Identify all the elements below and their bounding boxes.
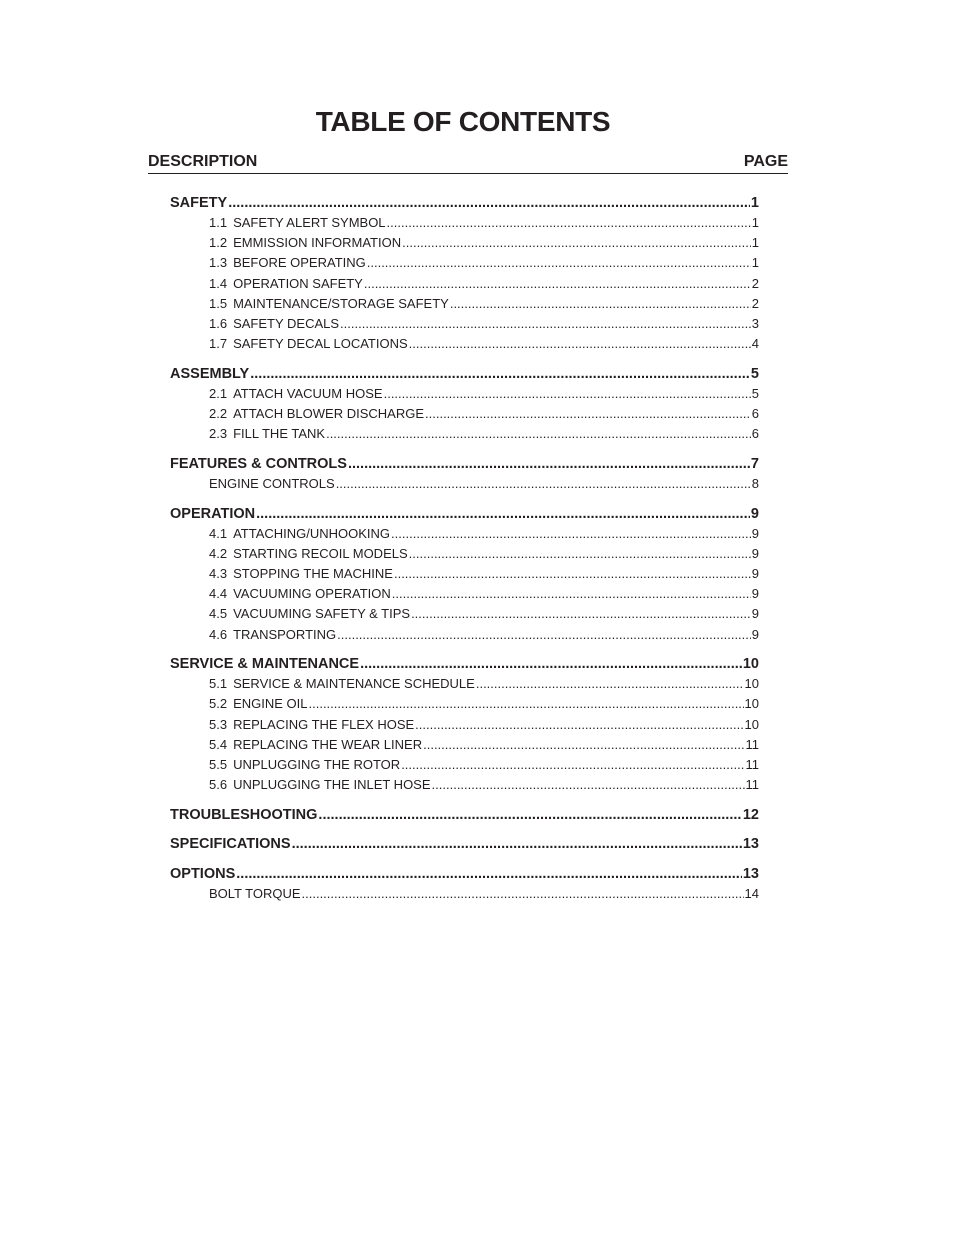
toc-subsection-page: 10: [744, 716, 759, 732]
toc-subsection-page: 5: [751, 385, 759, 401]
toc-subsection-page: 9: [751, 586, 759, 602]
toc-section-title: FEATURES & CONTROLS: [170, 455, 347, 472]
toc-subsection-number: 4.5: [209, 606, 228, 622]
toc-subsection-page: 2: [751, 295, 759, 311]
dot-leader: [336, 474, 751, 494]
toc-subsection-label: REPLACING THE FLEX HOSE: [233, 716, 415, 732]
dot-leader: [394, 564, 751, 584]
toc-subsection-number: 5.5: [209, 756, 228, 772]
toc-subsection-page: 10: [744, 676, 759, 692]
toc-section-entry[interactable]: [170, 193, 759, 213]
toc-subsection-number: 5.1: [209, 676, 228, 692]
toc-subsection-page: 2: [751, 275, 759, 291]
toc-section-title: OPERATION: [170, 505, 256, 522]
toc-subsection-number: 1.6: [209, 315, 228, 331]
toc-subsection-entry[interactable]: [170, 474, 759, 494]
toc-section-entry[interactable]: [170, 864, 759, 884]
toc-section-entry[interactable]: [170, 364, 759, 384]
dot-leader: [425, 404, 751, 424]
toc-subsection-entry[interactable]: [170, 424, 759, 444]
toc-subsection-entry[interactable]: [170, 674, 759, 694]
dot-leader: [432, 775, 745, 795]
toc-subsection-entry[interactable]: [170, 274, 759, 294]
dot-leader: [402, 233, 751, 253]
toc-subsection-label: TRANSPORTING: [233, 626, 337, 642]
toc-section-entry[interactable]: [170, 454, 759, 474]
toc-subsection-page: 1: [751, 215, 759, 230]
dot-leader: [476, 674, 744, 694]
toc-subsection-page: 6: [751, 426, 759, 442]
toc-subsection-label: UNPLUGGING THE INLET HOSE: [233, 777, 431, 793]
toc-subsection-number: 2.2: [209, 406, 228, 421]
toc-subsection-label: EMMISSION INFORMATION: [233, 235, 402, 251]
dot-leader: [256, 504, 750, 524]
dot-leader: [392, 584, 751, 604]
toc-subsection-label: REPLACING THE WEAR LINER: [233, 736, 423, 752]
toc-section-page: 7: [750, 455, 759, 472]
toc-subsection-page: 8: [751, 475, 759, 491]
toc-subsection-label: SERVICE & MAINTENANCE SCHEDULE: [233, 676, 475, 692]
toc-section-page: 1: [750, 195, 759, 211]
toc-subsection-number: 5.6: [209, 777, 228, 793]
toc-subsection-label: ENGINE OIL: [233, 696, 308, 712]
toc-subsection-label: SAFETY ALERT SYMBOL: [233, 215, 386, 230]
dot-leader: [423, 735, 744, 755]
dot-leader: [340, 314, 751, 334]
toc-subsection-page: 11: [745, 736, 759, 752]
toc-subsection-entry[interactable]: [170, 253, 759, 273]
toc-subsection-number: 5.3: [209, 716, 228, 732]
dot-leader: [309, 694, 744, 714]
toc-subsection-entry[interactable]: [170, 314, 759, 334]
toc-subsection-entry[interactable]: [170, 755, 759, 775]
toc-subsection-label: UNPLUGGING THE ROTOR: [233, 756, 401, 772]
toc-subsection-entry[interactable]: [170, 625, 759, 645]
toc-subsection-label: SAFETY DECAL LOCATIONS: [233, 336, 408, 352]
toc-subsection-page: 1: [751, 255, 759, 271]
toc-section-title: SPECIFICATIONS: [170, 836, 291, 853]
toc-subsection-number: 4.2: [209, 545, 228, 561]
toc-subsection-page: 9: [751, 565, 759, 581]
toc-subsection-entry[interactable]: [170, 735, 759, 755]
toc-subsection-number: 1.4: [209, 275, 228, 291]
toc-subsection-number: 1.5: [209, 295, 228, 311]
dot-leader: [360, 654, 742, 674]
toc-subsection-label: ATTACH VACUUM HOSE: [233, 385, 383, 401]
toc-subsection-label: ATTACHING/UNHOOKING: [233, 525, 391, 541]
toc-section-entry[interactable]: [170, 504, 759, 524]
toc-subsection-entry[interactable]: [170, 715, 759, 735]
toc-subsection-entry[interactable]: [170, 334, 759, 354]
toc-subsection-entry[interactable]: [170, 213, 759, 233]
toc-subsection-entry[interactable]: [170, 604, 759, 624]
dot-leader: [318, 805, 741, 825]
dot-leader: [391, 524, 751, 544]
toc-section-page: 13: [742, 836, 759, 853]
dot-leader: [415, 715, 743, 735]
toc-subsection-number: 1.1: [209, 215, 228, 230]
toc-section-title: TROUBLESHOOTING: [170, 806, 318, 823]
toc-section-entry[interactable]: [170, 654, 759, 674]
column-header: [148, 153, 788, 174]
dot-leader: [450, 294, 751, 314]
toc-subsection-label: VACUUMING OPERATION: [233, 586, 391, 602]
toc-subsection-page: 9: [751, 606, 759, 622]
toc-subsection-entry[interactable]: [170, 404, 759, 424]
toc-subsection-page: 3: [751, 315, 759, 331]
toc-subsection-label: STARTING RECOIL MODELS: [233, 545, 408, 561]
toc-subsection-label: FILL THE TANK: [233, 426, 326, 442]
toc-subsection-page: 9: [751, 525, 759, 541]
toc-subsection-page: 11: [745, 756, 759, 772]
toc-subsection-label: BEFORE OPERATING: [233, 255, 366, 271]
toc-section-page: 9: [750, 505, 759, 522]
dot-leader: [302, 884, 744, 904]
toc-subsection-entry[interactable]: [170, 233, 759, 253]
dot-leader: [236, 864, 742, 884]
toc-subsection-page: 11: [745, 777, 759, 793]
dot-leader: [409, 544, 751, 564]
toc-subsection-page: 6: [751, 406, 759, 421]
toc-subsection-number: 2.3: [209, 426, 228, 442]
toc-subsection-label: SAFETY DECALS: [233, 315, 340, 331]
toc-list: [170, 193, 759, 904]
toc-subsection-entry[interactable]: [170, 384, 759, 404]
toc-subsection-number: 5.2: [209, 696, 228, 712]
toc-section-page: 12: [742, 806, 759, 823]
dot-leader: [292, 834, 742, 854]
dot-leader: [411, 604, 751, 624]
toc-section-title: ASSEMBLY: [170, 365, 250, 382]
toc-subsection-page: 4: [751, 336, 759, 352]
toc-subsection-number: 1.2: [209, 235, 228, 251]
toc-subsection-number: 4.4: [209, 586, 228, 602]
page-column-label: PAGE: [743, 153, 788, 170]
toc-section-title: SAFETY: [170, 195, 228, 211]
description-column-label: DESCRIPTION: [148, 153, 258, 170]
toc-subsection-entry[interactable]: [170, 524, 759, 544]
toc-subsection-number: 1.3: [209, 255, 228, 271]
dot-leader: [348, 454, 750, 474]
toc-subsection-label: ATTACH BLOWER DISCHARGE: [233, 406, 425, 421]
toc-section-entry[interactable]: [170, 805, 759, 825]
toc-subsection-number: 4.6: [209, 626, 228, 642]
toc-subsection-number: 1.7: [209, 336, 228, 352]
toc-subsection-entry[interactable]: [170, 294, 759, 314]
dot-leader: [401, 755, 744, 775]
dot-leader: [337, 625, 751, 645]
toc-section-title: SERVICE & MAINTENANCE: [170, 656, 360, 673]
toc-subsection-page: 1: [751, 235, 759, 251]
dot-leader: [387, 213, 751, 233]
dot-leader: [364, 274, 751, 294]
toc-subsection-label: MAINTENANCE/STORAGE SAFETY: [233, 295, 449, 311]
toc-section-title: OPTIONS: [170, 865, 236, 882]
toc-subsection-number: 4.3: [209, 565, 228, 581]
dot-leader: [250, 364, 750, 384]
toc-subsection-entry[interactable]: [170, 584, 759, 604]
toc-subsection-label: OPERATION SAFETY: [233, 275, 363, 291]
toc-subsection-label: BOLT TORQUE: [209, 885, 301, 901]
dot-leader: [409, 334, 751, 354]
toc-subsection-label: VACUUMING SAFETY & TIPS: [233, 606, 411, 622]
toc-subsection-label: STOPPING THE MACHINE: [233, 565, 393, 581]
toc-subsection-entry[interactable]: [170, 544, 759, 564]
toc-section-entry[interactable]: [170, 834, 759, 854]
toc-section-page: 10: [742, 656, 759, 673]
toc-subsection-number: 2.1: [209, 385, 228, 401]
toc-subsection-number: 4.1: [209, 525, 228, 541]
page-title: TABLE OF CONTENTS: [315, 106, 611, 137]
toc-subsection-entry[interactable]: [170, 564, 759, 584]
toc-subsection-entry[interactable]: [170, 884, 759, 904]
dot-leader: [326, 424, 751, 444]
dot-leader: [367, 253, 751, 273]
dot-leader: [228, 193, 750, 213]
toc-subsection-page: 14: [744, 885, 759, 901]
toc-section-page: 5: [750, 365, 759, 382]
dot-leader: [384, 384, 751, 404]
toc-subsection-label: ENGINE CONTROLS: [209, 475, 335, 491]
toc-subsection-entry[interactable]: [170, 694, 759, 714]
toc-subsection-entry[interactable]: [170, 775, 759, 795]
toc-subsection-number: 5.4: [209, 736, 228, 752]
toc-section-page: 13: [742, 865, 759, 882]
toc-subsection-page: 10: [744, 696, 759, 712]
toc-subsection-page: 9: [751, 545, 759, 561]
toc-subsection-page: 9: [751, 626, 759, 642]
